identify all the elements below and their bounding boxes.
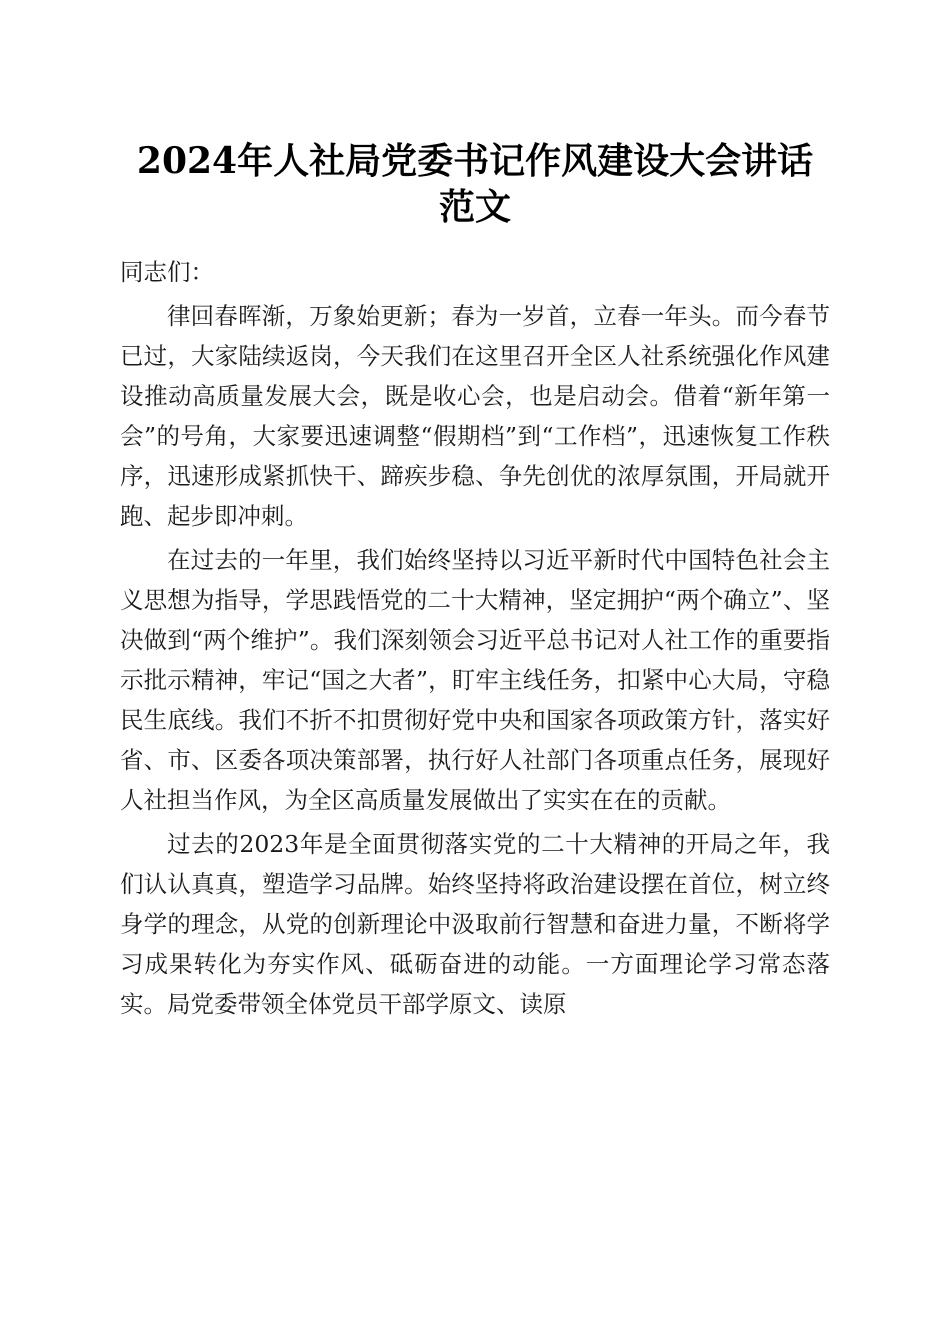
paragraph-1: 律回春晖渐，万象始更新；春为一岁首，立春一年头。而今春节已过，大家陆续返岗，今天我们在这里召开全区人社系统强化作风建设推动高质量发展大会，既是收心会，也是启动会。借着“新年第一会”的号角，大家要迅速调整“假期档”到“工作档”，迅速恢复工作秩序，迅速形成紧抓快干、蹄疾步稳、争先创优的浓厚氛围，开局就开跑、起步即冲刺。	[120, 302, 830, 530]
paragraph-3: 过去的2023年是全面贯彻落实党的二十大精神的开局之年，我们认认真真，塑造学习品牌。始终坚持将政治建设摆在首位，树立终身学的理念，从党的创新理论中汲取前行智慧和奋进力量，不断将学习成果转化为夯实作风、砥砺奋进的动能。一方面理论学习常态落实。局党委带领全体党员干部学原文、读原	[120, 830, 830, 1018]
document-title: 2024年人社局党委书记作风建设大会讲话范文	[136, 140, 814, 228]
paragraph-2: 在过去的一年里，我们始终坚持以习近平新时代中国特色社会主义思想为指导，学思践悟党的二十大精神，坚定拥护“两个确立”、坚决做到“两个维护”。我们深刻领会习近平总书记对人社工作的重要指示批示精神，牢记“国之大者”，盯牢主线任务，扣紧中心大局，守稳民生底线。我们不折不扣贯彻好党中央和国家各项政策方针，落实好省、市、区委各项决策部署，执行好人社部门各项重点任务，展现好人社担当作风，为全区高质量发展做出了实实在在的贡献。	[120, 546, 830, 814]
salutation: 同志们：	[120, 258, 214, 286]
document-body	[120, 252, 830, 1024]
